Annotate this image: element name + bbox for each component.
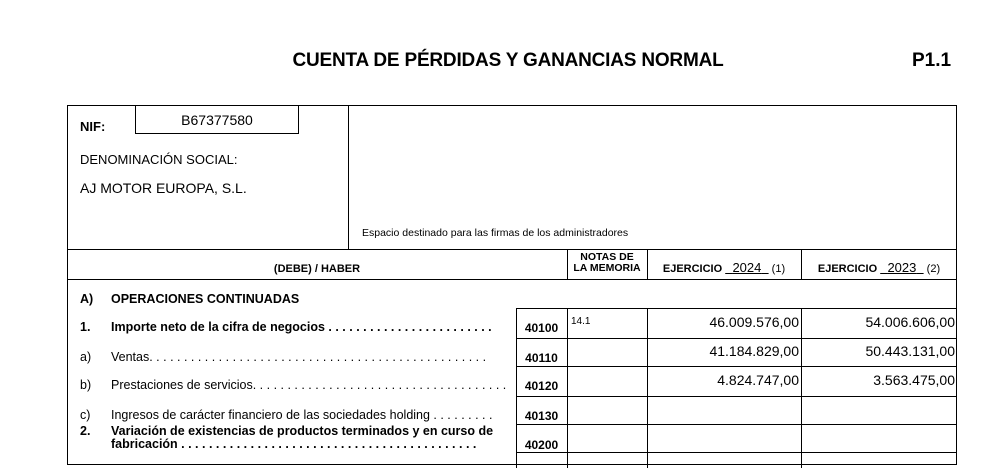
- row-label: Ventas. . . . . . . . . . . . . . . . . . . . . . . . . . . . . . . . . . . . . . . . . . . . . . . . .: [111, 350, 487, 364]
- divider: [516, 338, 957, 339]
- ejercicio-2-label: EJERCICIO: [817, 263, 878, 275]
- divider: [567, 308, 568, 468]
- section-letter: A): [80, 292, 94, 306]
- section-title: OPERACIONES CONTINUADAS: [111, 292, 300, 306]
- row-value-2024: 4.824.747,00: [717, 372, 799, 388]
- row-number: a): [80, 350, 92, 364]
- row-code: 40120: [524, 379, 559, 393]
- row-label: Importe neto de la cifra de negocios . . . . . . . . . . . . . . . . . . . . . . . .: [111, 320, 492, 334]
- notas-header: [567, 252, 647, 274]
- row-label: Ingresos de carácter financiero de las sociedades holding . . . . . . . . .: [111, 408, 493, 422]
- divider: [67, 249, 957, 250]
- denominacion-label: DENOMINACIÓN SOCIAL:: [80, 152, 238, 167]
- row-code: 40100: [524, 321, 559, 335]
- debe-haber-header: (DEBE) / HABER: [273, 263, 361, 275]
- ejercicio-1-year: [725, 260, 768, 275]
- nif-value: B67377580: [181, 112, 253, 128]
- divider: [516, 452, 957, 453]
- form-code: P1.1: [912, 50, 952, 71]
- notas-header-line1: NOTAS DE: [580, 251, 634, 263]
- row-code: 40110: [525, 351, 558, 365]
- row-number: 2.: [80, 424, 91, 438]
- row-nota: 14.1: [571, 316, 591, 327]
- row-number: 1.: [80, 320, 91, 334]
- row-value-2024: 46.009.576,00: [709, 314, 799, 330]
- row-number: b): [80, 378, 92, 392]
- divider: [647, 308, 648, 468]
- firmas-label: Espacio destinado para las firmas de los administradores: [362, 227, 629, 239]
- notas-header-line2: LA MEMORIA: [573, 262, 641, 274]
- divider: [516, 424, 957, 425]
- ejercicio-2-year-value: 2023: [887, 260, 917, 275]
- nif-label: NIF:: [80, 119, 106, 134]
- row-value-2024: 41.184.829,00: [709, 343, 799, 359]
- ejercicio-2-ref: (2): [926, 263, 941, 275]
- ejercicio-1-year-value: 2024: [732, 260, 762, 275]
- denominacion-value: AJ MOTOR EUROPA, S.L.: [80, 180, 247, 196]
- row-value-2023: 3.563.475,00: [873, 372, 955, 388]
- divider: [348, 105, 349, 249]
- ejercicio-2-year: [880, 260, 923, 275]
- divider: [516, 308, 957, 309]
- row-value-2023: 50.443.131,00: [865, 343, 955, 359]
- ejercicio-1-ref: (1): [771, 263, 786, 275]
- row-label-line2: fabricación . . . . . . . . . . . . . . . . . . . . . . . . . . . . . . . . . . . . . . . . . . .: [111, 437, 477, 451]
- divider: [801, 308, 802, 468]
- row-value-2023: 54.006.606,00: [865, 314, 955, 330]
- row-code: 40200: [524, 438, 559, 452]
- ejercicio-1-label: EJERCICIO: [662, 263, 723, 275]
- divider: [516, 366, 957, 367]
- row-number: c): [80, 408, 91, 422]
- row-label-line1: Variación de existencias de productos terminados y en curso de: [111, 424, 494, 438]
- divider: [67, 279, 957, 280]
- divider: [516, 396, 957, 397]
- ejercicio-2-header: [801, 262, 957, 275]
- ejercicio-1-header: [647, 262, 801, 275]
- row-code: 40130: [524, 409, 559, 423]
- row-label: Prestaciones de servicios. . . . . . . . . . . . . . . . . . . . . . . . . . . . . . . . . . . . .: [111, 378, 507, 392]
- page-title: CUENTA DE PÉRDIDAS Y GANANCIAS NORMAL: [292, 50, 724, 71]
